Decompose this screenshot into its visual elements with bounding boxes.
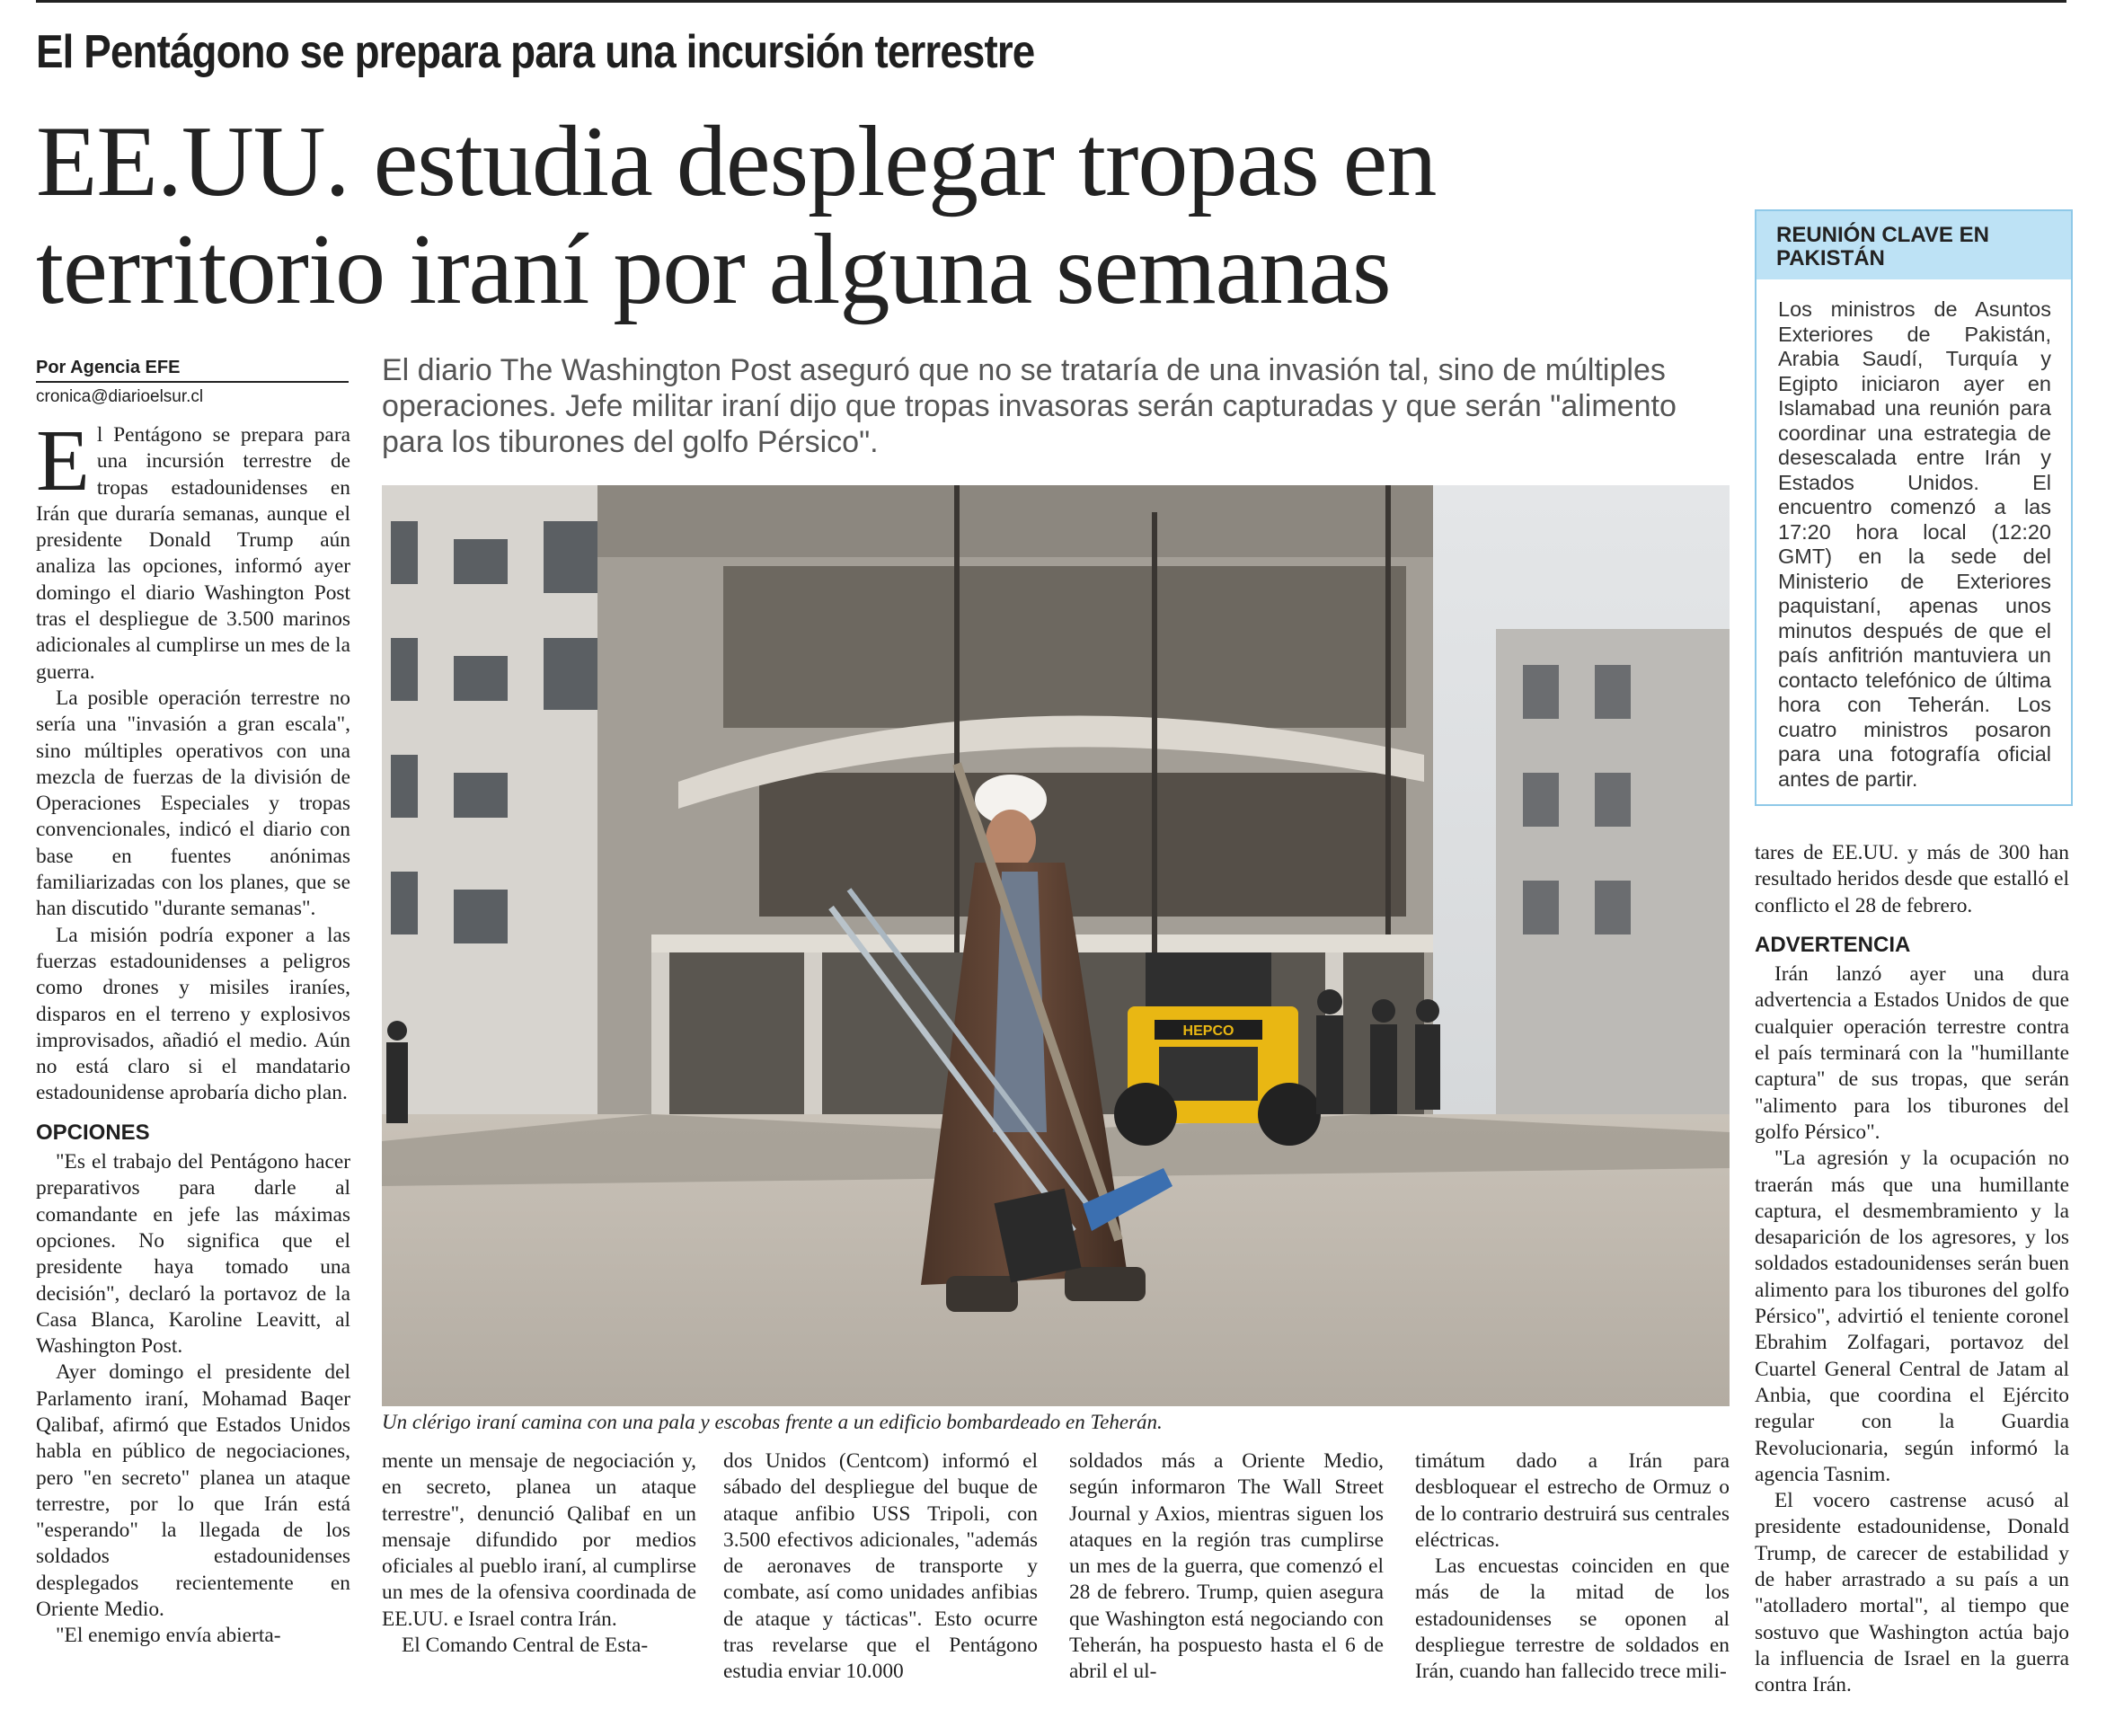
- headline-line-2: territorio iraní por alguna semanas: [36, 214, 1391, 325]
- paragraph: El Comando Central de Esta-: [402, 1634, 649, 1658]
- paragraph: "La agresión y la ocupación no traerán más que una humillante captura, el desmembramiento y la desaparición de los agresores, y los soldados estadounidenses serán buen alimento para los tiburones del golfo Pérsico", advirtió el teniente coronel Ebrahim Zolfagari, portavoz del Cuartel General Central de Jatam al Anbia, que coordina el Ejército regular con la Guardia Revolucionaria, según informó la agencia Tasnim.: [1755, 1147, 2069, 1486]
- body-column-2: [382, 1448, 696, 1659]
- body-column-1: [36, 412, 350, 1650]
- top-rule: [36, 0, 2066, 3]
- byline: Por Agencia EFE: [36, 358, 349, 383]
- body-column-3: [723, 1448, 1038, 1686]
- news-photo: [382, 485, 1730, 1406]
- body-column-6: [1755, 840, 2069, 1699]
- sidebar-box: [1755, 209, 2073, 806]
- byline-block: [36, 358, 349, 407]
- body-column-5: [1415, 1448, 1730, 1686]
- sidebar-title: REUNIÓN CLAVE EN PAKISTÁN: [1756, 211, 2071, 279]
- body-column-4: [1069, 1448, 1384, 1686]
- headline: [36, 108, 1698, 323]
- sidebar-text: Los ministros de Asuntos Exteriores de Pakistán, Arabia Saudí, Turquía y Egipto iniciaron ayer en Islamabad una reunión para coordinar una estrategia de desescalada entre Irán y Estados Unidos. El encuentro comenzó a las 17:20 hora local (12:20 GMT) en la sede del Ministerio de Exteriores paquistaní, apenas unos minutos después de que el país anfitrión mantuviera un contacto telefónico de última hora con Teherán. Los cuatro ministros posaron para una fotografía oficial antes de partir.: [1778, 297, 2051, 791]
- paragraph: El vocero castrense acusó al presidente estadounidense, Donald Trump, de carecer de estabilidad y de haber arrastrado a su país a un "atolladero mortal", al tiempo que sostuvo que Washington actúa bajo la influencia de Israel en la guerra contra Irán.: [1755, 1489, 2069, 1697]
- photo-illustration: [382, 485, 1730, 1406]
- paragraph: tares de EE.UU. y más de 300 han resultado heridos desde que estalló el conflicto el 28 de febrero.: [1755, 841, 2069, 917]
- photo-caption: Un clérigo iraní camina con una pala y escobas frente a un edificio bombardeado en Teherán.: [382, 1411, 1163, 1433]
- subhead-opciones: OPCIONES: [36, 1120, 150, 1145]
- paragraph: La misión podría exponer a las fuerzas estadounidenses a peligros como drones y misiles iraníes, disparos en el terreno y explosivos improvisados, añadió el medio. Aún no está claro si el mandatario estadounidense aprobaría dicho plan.: [36, 923, 350, 1105]
- paragraph: dos Unidos (Centcom) informó el sábado del despliegue del buque de ataque anfibio USS Tripoli, con 3.500 efectivos adicionales, "además de aeronaves de transporte y combate, así como unidades anfibias de ataque y tácticas". Esto ocurre tras revelarse que el Pentágono estudia enviar 10.000: [723, 1449, 1038, 1684]
- author-email[interactable]: cronica@diarioelsur.cl: [36, 387, 204, 406]
- paragraph: La posible operación terrestre no sería una "invasión a gran escala", sino múltiples operativos con una mezcla de fuerzas de la división de Operaciones Especiales y tropas convencionales, indicó el diario con base en fuentes anónimas familiarizadas con los planes, que se han discutido "durante semanas".: [36, 686, 350, 921]
- paragraph: "Es el trabajo del Pentágono hacer preparativos para darle al comandante en jefe las máximas opciones. No significa que el presidente haya tomado una decisión", declaró la portavoz de la Casa Blanca, Karoline Leavitt, al Washington Post.: [36, 1150, 350, 1359]
- paragraph: Irán lanzó ayer una dura advertencia a Estados Unidos de que cualquier operación terrestre contra el país terminará con la "humillante captura" de sus tropas, que serán "alimento para los tiburones del golfo Pérsico".: [1755, 962, 2069, 1144]
- kicker: El Pentágono se prepara para una incursión terrestre: [36, 26, 1035, 78]
- drop-cap: E: [36, 412, 90, 509]
- paragraph: Ayer domingo el presidente del Parlamento iraní, Mohamad Baqer Qalibaf, afirmó que Estados Unidos habla en público de negociaciones, pero "en secreto" planea un ataque terrestre, por lo que Irán está "esperando" la llegada de los soldados estadounidenses desplegados recientemente en Oriente Medio.: [36, 1360, 350, 1622]
- paragraph: timátum dado a Irán para desbloquear el estrecho de Ormuz o de lo contrario destruirá sus centrales eléctricas.: [1415, 1449, 1730, 1552]
- paragraph: mente un mensaje de negociación y, en secreto, planea un ataque terrestre", denunció Qalibaf en un mensaje difundido por medios oficiales al pueblo iraní, al cumplirse un mes de la ofensiva coordinada de EE.UU. e Israel contra Irán.: [382, 1449, 696, 1631]
- deck: El diario The Washington Post aseguró que no se trataría de una invasión tal, sino de múltiples operaciones. Jefe militar iraní dijo que tropas invasoras serán capturadas y que serán "alimento para los tiburones del golfo Pérsico".: [382, 353, 1677, 459]
- headline-line-1: EE.UU. estudia desplegar tropas en: [36, 106, 1437, 217]
- paragraph: soldados más a Oriente Medio, según informaron The Wall Street Journal y Axios, mientras siguen los ataques en la región tras cumplirse un mes de la guerra, que comenzó el 28 de febrero. Trump, quien asegura que Washington está negociando con Teherán, ha pospuesto hasta el 6 de abril el ul-: [1069, 1449, 1384, 1684]
- loader-brand: HEPCO: [1182, 1023, 1234, 1039]
- subhead-advertencia: ADVERTENCIA: [1755, 932, 1911, 957]
- paragraph: "El enemigo envía abierta-: [56, 1624, 281, 1648]
- lead-paragraph: [36, 412, 350, 686]
- lead-text: l Pentágono se prepara para una incursión terrestre de tropas estadounidenses en Irán que duraría semanas, aunque el presidente Donald Trump aún analiza las opciones, informó ayer domingo el diario Washington Post tras el despliegue de 3.500 marinos adicionales al cumplirse un mes de la guerra.: [36, 423, 350, 684]
- paragraph: Las encuestas coinciden en que más de la mitad de los estadounidenses se oponen al despliegue terrestre de soldados en Irán, cuando han fallecido trece mili-: [1415, 1554, 1730, 1684]
